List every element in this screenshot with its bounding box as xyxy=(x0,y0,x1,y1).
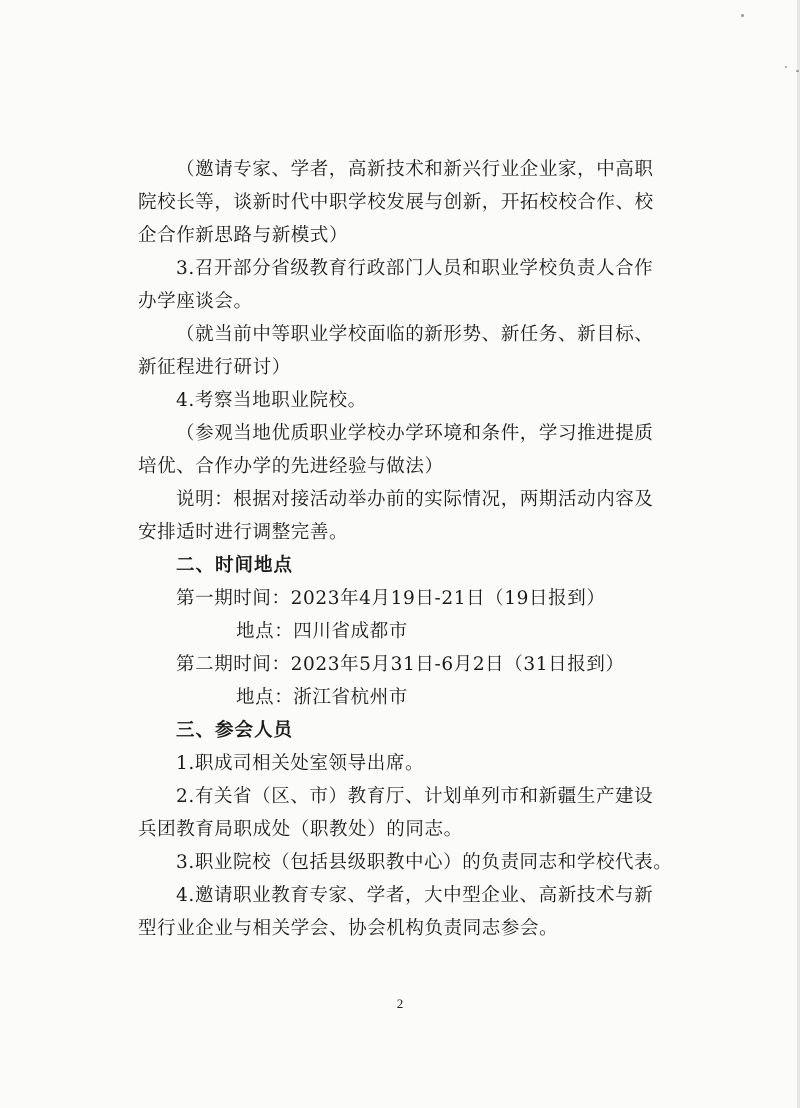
text-line: 办学座谈会。 xyxy=(138,291,253,312)
scan-speck xyxy=(785,66,787,68)
text-line: 2.有关省（区、市）教育厅、计划单列市和新疆生产建设 xyxy=(176,786,654,807)
page-number: 2 xyxy=(396,996,404,1011)
text-line: 型行业企业与相关学会、协会机构负责同志参会。 xyxy=(138,918,559,939)
text-line: 地点：浙江省杭州市 xyxy=(236,687,408,708)
text-line: 3.职业院校（包括县级职教中心）的负责同志和学校代表。 xyxy=(176,852,673,873)
text-line: 第一期时间：2023年4月19日-21日（19日报到） xyxy=(176,588,606,609)
text-line: （参观当地优质职业学校办学环境和条件，学习推进提质 xyxy=(176,423,654,444)
scan-speck xyxy=(741,14,744,17)
text-line: 培优、合作办学的先进经验与做法） xyxy=(138,456,444,477)
text-line: 4.考察当地职业院校。 xyxy=(176,390,367,411)
text-line: 说明：根据对接活动举办前的实际情况，两期活动内容及 xyxy=(176,489,654,510)
text-line: 4.邀请职业教育专家、学者，大中型企业、高新技术与新 xyxy=(176,885,654,906)
text-line: （邀请专家、学者，高新技术和新兴行业企业家，中高职 xyxy=(176,159,654,180)
text-line: 企合作新思路与新模式） xyxy=(138,225,349,246)
text-line: 3.召开部分省级教育行政部门人员和职业学校负责人合作 xyxy=(176,258,654,279)
text-line: 第二期时间：2023年5月31日-6月2日（31日报到） xyxy=(176,654,625,675)
section-heading: 三、参会人员 xyxy=(176,720,294,741)
text-line: 地点：四川省成都市 xyxy=(236,621,408,642)
text-line: （就当前中等职业学校面临的新形势、新任务、新目标、 xyxy=(176,324,654,345)
text-line: 安排适时进行调整完善。 xyxy=(138,522,349,543)
text-line: 1.职成司相关处室领导出席。 xyxy=(176,753,425,774)
text-line: 院校长等，谈新时代中职学校发展与创新，开拓校校合作、校 xyxy=(138,192,654,213)
text-line: 新征程进行研讨） xyxy=(138,357,291,378)
text-line: 兵团教育局职成处（职教处）的同志。 xyxy=(138,819,463,840)
scan-speck xyxy=(796,70,799,72)
section-heading: 二、时间地点 xyxy=(176,555,294,576)
